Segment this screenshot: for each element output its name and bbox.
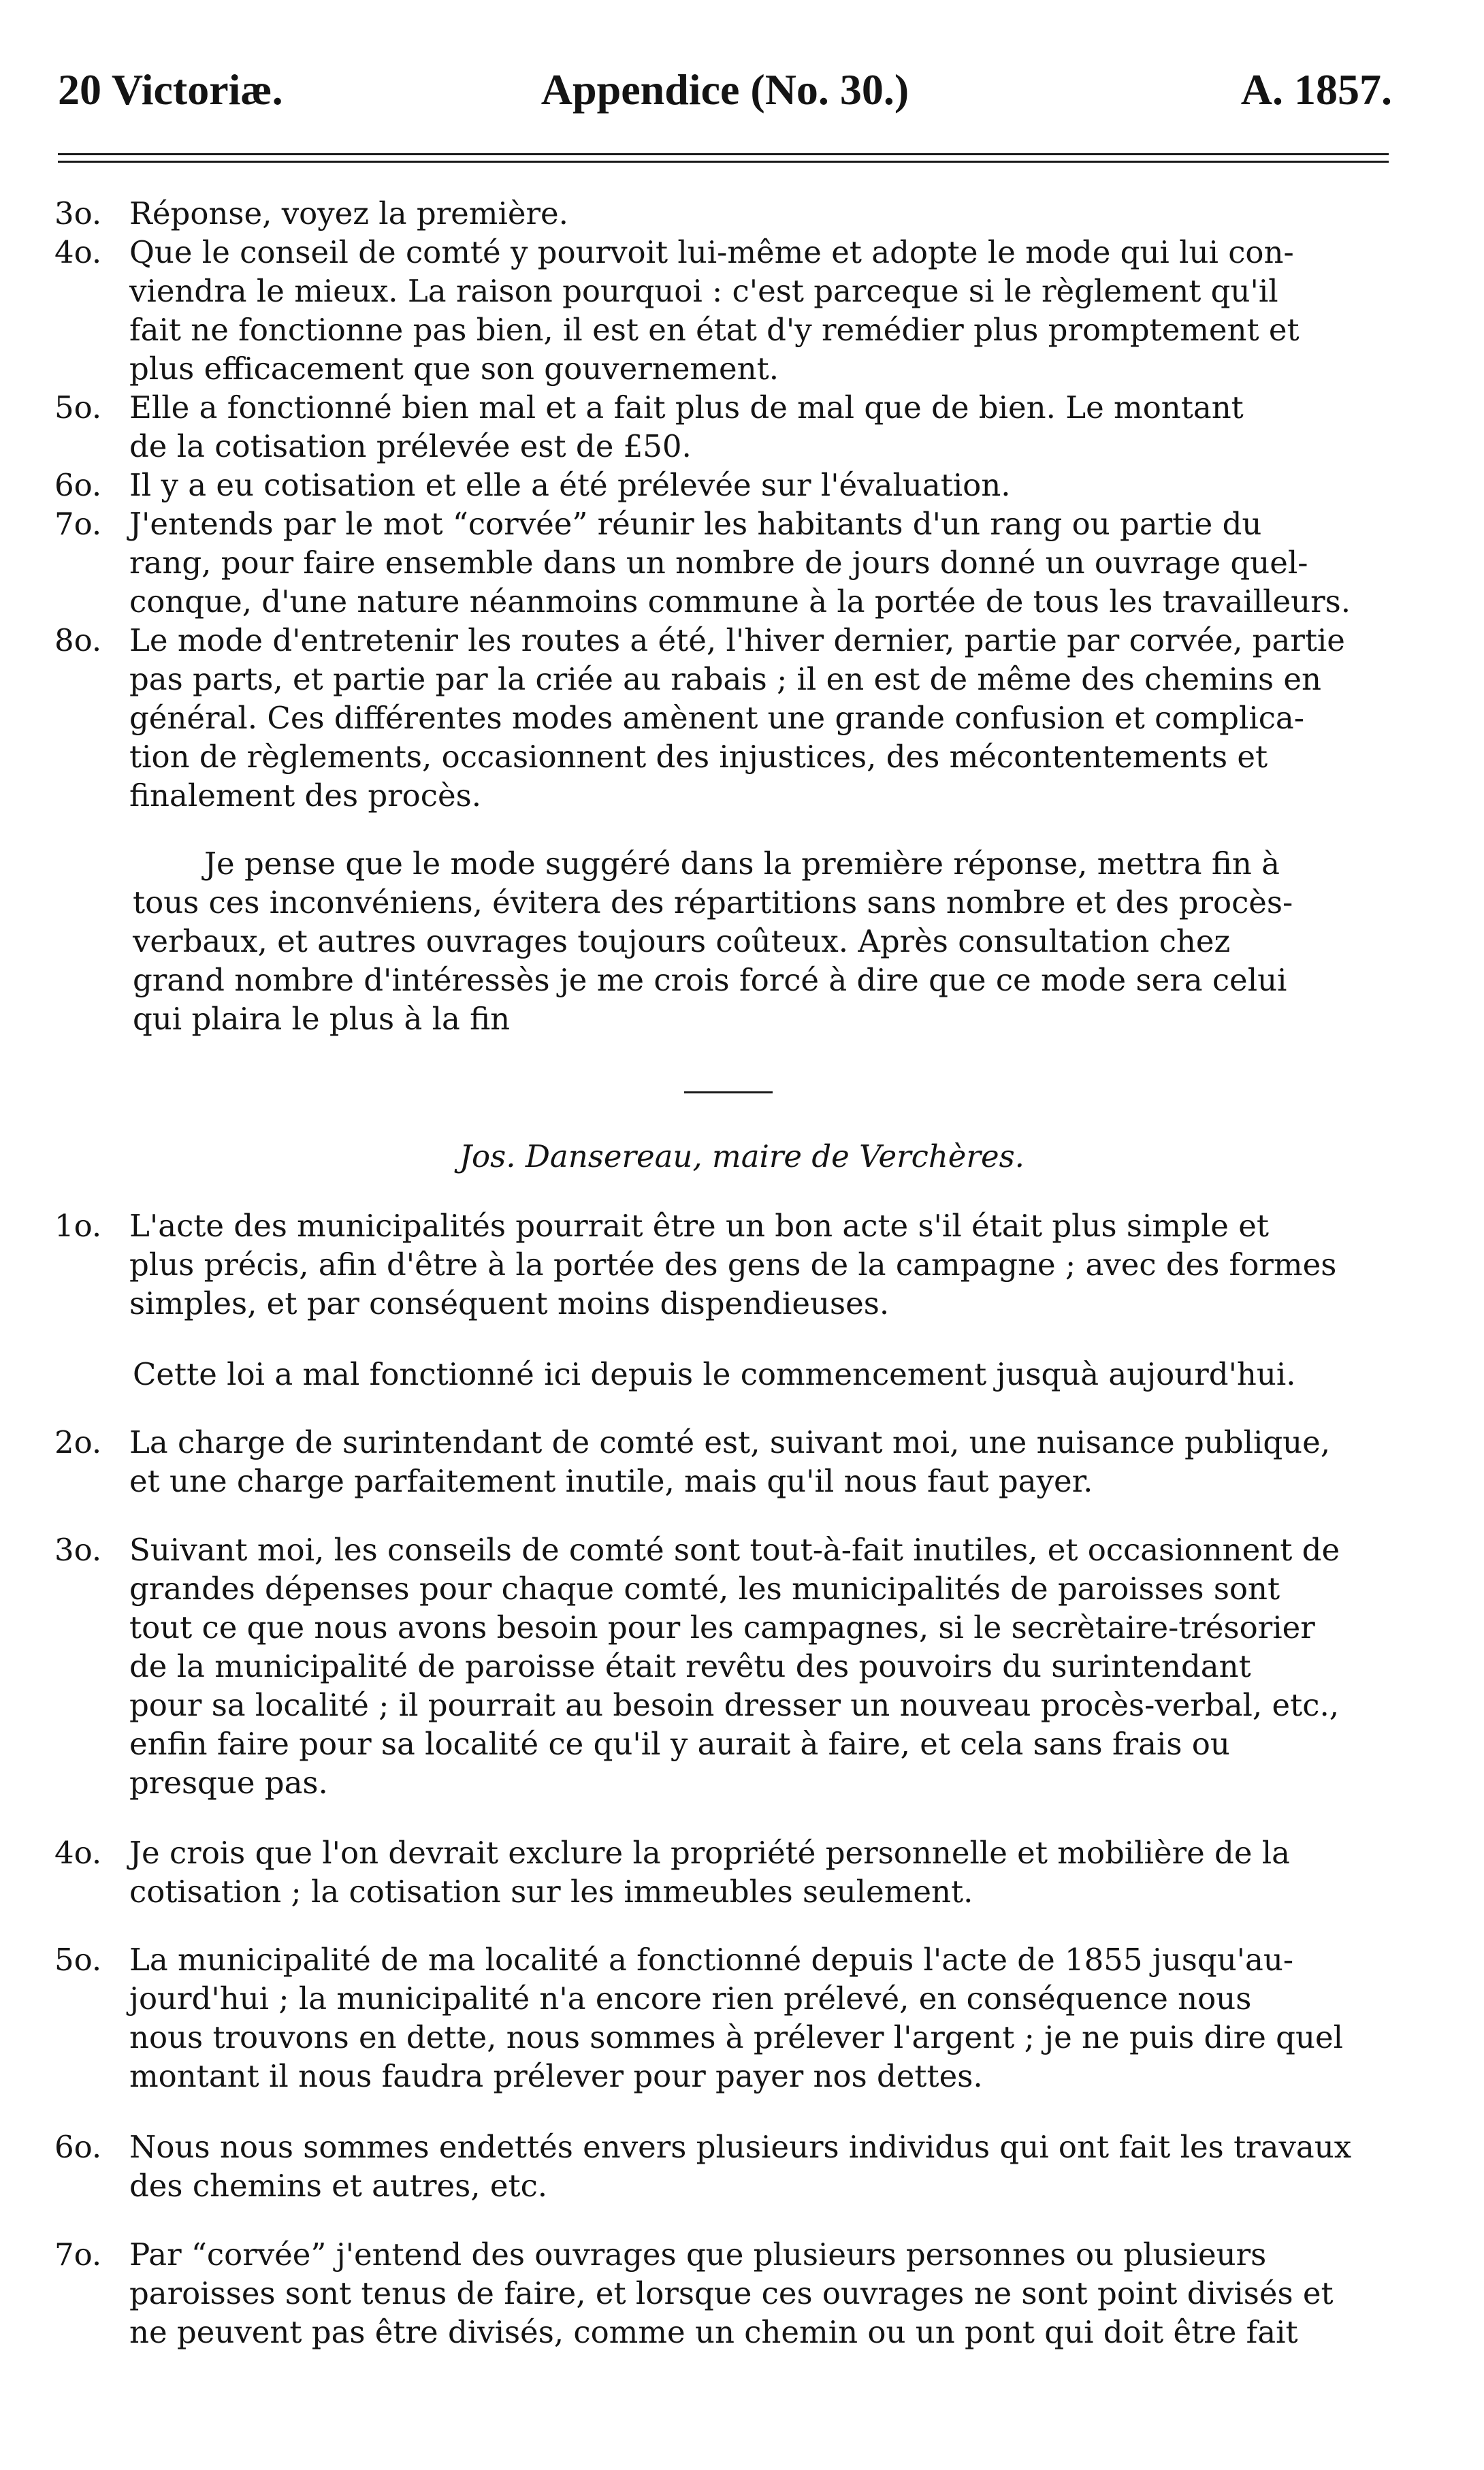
item-text: J'entends par le mot “corvée” réunir les habitants d'un rang ou partie du rang, pour faire ensemble dans un nombre de jours donné un ouvrage quel- conque, d'une nature néanmoins commune à la portée de tous les travailleurs. <box>129 506 1351 620</box>
item-text: Nous nous sommes endettés envers plusieurs individus qui ont fait les travaux des chemins et autres, etc. <box>129 2129 1352 2204</box>
respondent-signature: Jos. Dansereau, maire de Verchères. <box>459 1138 1025 1174</box>
concluding-paragraph: Je pense que le mode suggéré dans la première réponse, mettra fin à tous ces inconvéniens, évitera des répartitions sans nombre et des procès- verbaux, et autres ouvrages toujours coûteux. Après consultation chez grand nombre d'intéressès je me crois forcé à dire que ce mode sera celui qui plaira le plus à la fin <box>133 846 1293 1037</box>
item-text: Le mode d'entretenir les routes a été, l'hiver dernier, partie par corvée, partie pas parts, et partie par la criée au rabais ; il en est de même des chemins en général. Ces différentes modes amènent une grande confusion et complica- tion de règlements, occasionnent des injustices, des mécontentements et finalement des procès. <box>129 622 1345 814</box>
item-number: 4o. <box>54 234 102 270</box>
item-number: 5o. <box>54 389 102 426</box>
item-text: Elle a fonctionné bien mal et a fait plus de mal que de bien. Le montant de la cotisation prélevée est de £50. <box>129 389 1244 464</box>
item-text: La charge de surintendant de comté est, suivant moi, une nuisance publique, et une charge parfaitement inutile, mais qu'il nous faut payer. <box>129 1424 1331 1499</box>
item-text: Que le conseil de comté y pourvoit lui-même et adopte le mode qui lui con- viendra le mieux. La raison pourquoi : c'est parceque si le règlement qu'il fait ne fonctionne pas bien, il est en état d'y remédier plus promptement et plus efficacement que son gouvernement. <box>129 234 1300 387</box>
header-appendix: Appendice (No. 30.) <box>541 65 909 114</box>
item-number: 3o. <box>54 1532 102 1568</box>
item-1-note: Cette loi a mal fonctionné ici depuis le commencement jusquà aujourd'hui. <box>133 1356 1296 1392</box>
header-rule-bottom <box>58 161 1389 163</box>
item-number: 7o. <box>54 2236 102 2273</box>
item-text: Réponse, voyez la première. <box>129 195 568 231</box>
header-rule-top <box>58 153 1389 155</box>
item-text: Je crois que l'on devrait exclure la propriété personnelle et mobilière de la cotisation ; la cotisation sur les immeubles seulement. <box>129 1835 1290 1910</box>
item-number: 4o. <box>54 1835 102 1871</box>
item-number: 5o. <box>54 1942 102 1978</box>
item-text: L'acte des municipalités pourrait être un bon acte s'il était plus simple et plus précis, afin d'être à la portée des gens de la campagne ; avec des formes simples, et par conséquent moins dispendieuses. <box>129 1208 1337 1321</box>
header-session: 20 Victoriæ. <box>58 65 283 114</box>
item-number: 6o. <box>54 467 102 503</box>
item-number: 1o. <box>54 1208 102 1244</box>
item-number: 7o. <box>54 506 102 542</box>
item-number: 8o. <box>54 622 102 658</box>
item-number: 6o. <box>54 2129 102 2165</box>
header-year: A. 1857. <box>1240 65 1392 114</box>
section-divider <box>684 1091 773 1093</box>
item-text: Il y a eu cotisation et elle a été prélevée sur l'évaluation. <box>129 467 1011 503</box>
item-text: Par “corvée” j'entend des ouvrages que plusieurs personnes ou plusieurs paroisses sont tenus de faire, et lorsque ces ouvrages ne sont point divisés et ne peuvent pas être divisés, comme un chemin ou un pont qui doit être fait <box>129 2236 1334 2350</box>
item-number: 2o. <box>54 1424 102 1460</box>
page-header <box>58 65 1392 116</box>
item-number: 3o. <box>54 195 102 231</box>
item-text: Suivant moi, les conseils de comté sont tout-à-fait inutiles, et occasionnent de grandes dépenses pour chaque comté, les municipalités de paroisses sont tout ce que nous avons besoin pour les campagnes, si le secrètaire-trésorier de la municipalité de paroisse était revêtu des pouvoirs du surintendant pour sa localité ; il pourrait au besoin dresser un nouveau procès-verbal, etc., enfin faire pour sa localité ce qu'il y aurait à faire, et cela sans frais ou presque pas. <box>129 1532 1340 1801</box>
item-text: La municipalité de ma localité a fonctionné depuis l'acte de 1855 jusqu'au- jourd'hui ; la municipalité n'a encore rien prélevé, en conséquence nous nous trouvons en dette, nous sommes à prélever l'argent ; je ne puis dire quel montant il nous faudra prélever pour payer nos dettes. <box>129 1942 1343 2094</box>
